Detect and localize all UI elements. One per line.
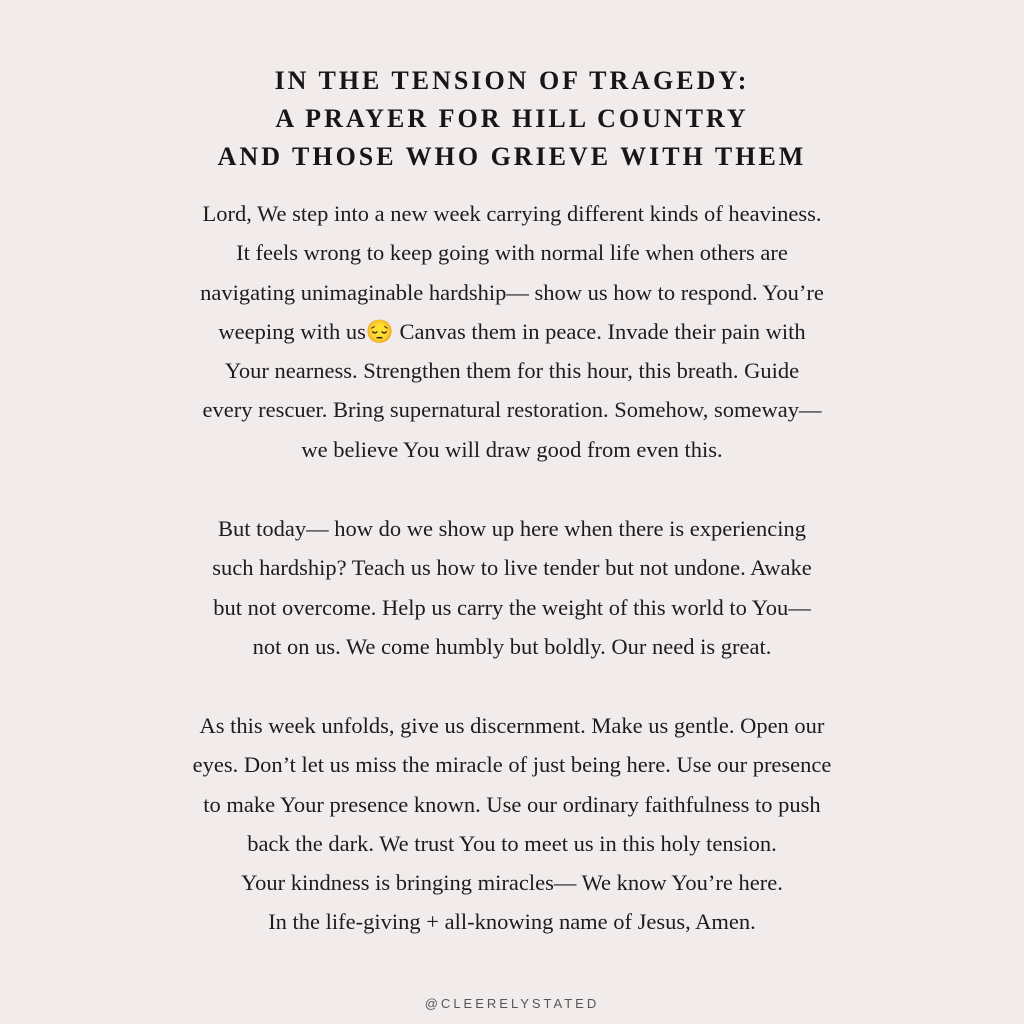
text-line: every rescuer. Bring supernatural restoration. Somehow, someway— xyxy=(202,397,822,423)
text-line: weeping with us😔 Canvas them in peace. Invade their pain with xyxy=(218,318,806,344)
title-line: A PRAYER FOR HILL COUNTRY xyxy=(275,104,749,133)
text-line: Your kindness is bringing miracles— We know You’re here. xyxy=(241,870,783,896)
text-line: But today— how do we show up here when there is experiencing xyxy=(218,516,806,541)
text-line: not on us. We come humbly but boldly. Our need is great. xyxy=(252,633,772,659)
text-line: eyes. Don’t let us miss the miracle of just being here. Use our presence xyxy=(192,752,832,778)
title-line: AND THOSE WHO GRIEVE WITH THEM xyxy=(217,142,807,171)
prayer-paragraph-2 xyxy=(0,509,1024,666)
prayer-paragraph-3 xyxy=(0,706,1024,942)
text-line: It feels wrong to keep going with normal life when others are xyxy=(236,240,788,266)
text-line: but not overcome. Help us carry the weight of this world to You— xyxy=(213,594,811,620)
text-line: back the dark. We trust You to meet us in this holy tension. xyxy=(247,830,777,856)
text-line: As this week unfolds, give us discernment. Make us gentle. Open our xyxy=(199,713,825,738)
text-line: Your nearness. Strengthen them for this hour, this breath. Guide xyxy=(224,358,800,384)
text-line: In the life-giving + all-knowing name of Jesus, Amen. xyxy=(268,909,756,935)
text-line: we believe You will draw good from even this. xyxy=(301,436,723,462)
footer-handle: @CLEERELYSTATED xyxy=(424,996,600,1011)
text-line: Lord, We step into a new week carrying different kinds of heaviness. xyxy=(202,201,822,226)
prayer-paragraph-1 xyxy=(0,194,1024,469)
text-line: navigating unimaginable hardship— show us how to respond. You’re xyxy=(200,279,824,305)
title-line: IN THE TENSION OF TRAGEDY: xyxy=(274,66,750,95)
text-line: such hardship? Teach us how to live tender but not undone. Awake xyxy=(212,555,812,581)
text-line: to make Your presence known. Use our ordinary faithfulness to push xyxy=(203,791,821,817)
page-title xyxy=(0,62,1024,176)
